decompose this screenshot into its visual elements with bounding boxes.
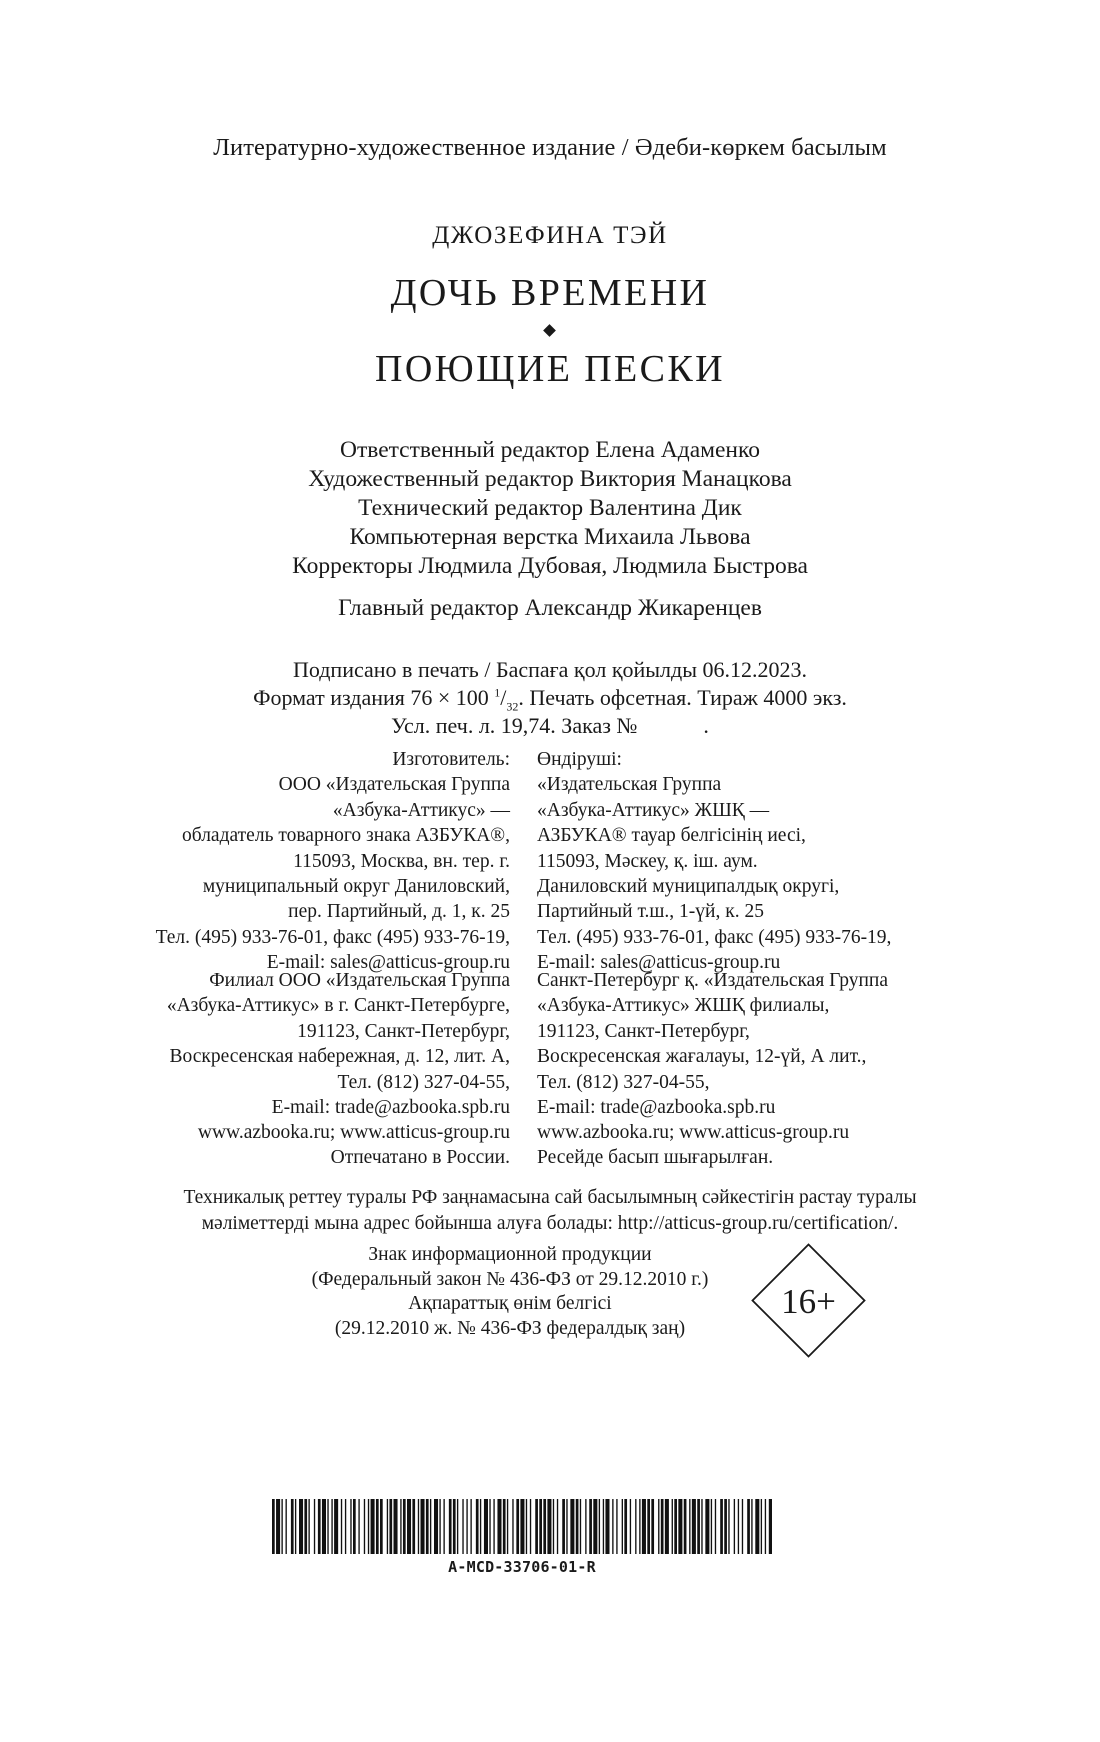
order-prefix: Усл. печ. л. 19,74. Заказ № xyxy=(391,713,638,738)
barcode-bar xyxy=(742,1499,743,1554)
barcode-bar xyxy=(747,1499,750,1554)
barcode-bar xyxy=(674,1499,677,1554)
format-fraction: $^1/_{32}$ xyxy=(494,685,519,714)
barcode-bar xyxy=(603,1499,604,1554)
barcode-bar xyxy=(751,1499,752,1554)
barcode-bar xyxy=(299,1499,303,1554)
barcode-bar xyxy=(570,1499,574,1554)
barcode-bar xyxy=(761,1499,762,1554)
branch-ru xyxy=(167,968,510,1120)
manufacturer-kz-line: Даниловский муниципалдық округі, xyxy=(537,876,840,898)
barcode-bar xyxy=(493,1499,494,1554)
manufacturer-kz xyxy=(537,747,891,976)
barcode-bar xyxy=(684,1499,687,1554)
web-kz-line: Ресейде басып шығарылған. xyxy=(537,1147,774,1169)
manufacturer-kz-line: E-mail: sales@atticus-group.ru xyxy=(537,952,781,974)
manufacturer-kz-line: «Издательская Группа xyxy=(537,774,722,796)
barcode-bar xyxy=(308,1499,309,1554)
manufacturer-kz-line: 115093, Мәскеу, қ. іш. аум. xyxy=(537,850,758,872)
barcode-bar xyxy=(430,1499,431,1554)
barcode-bar xyxy=(557,1499,558,1554)
barcode-bar xyxy=(353,1499,356,1554)
barcode-bar xyxy=(755,1499,759,1554)
barcode-bar xyxy=(281,1499,282,1554)
barcode-bar xyxy=(576,1499,579,1554)
barcode-icon xyxy=(272,1499,772,1554)
manufacturer-ru-line: «Азбука-Аттикус» — xyxy=(332,799,510,821)
barcode-bar xyxy=(394,1499,398,1554)
tech-regulation-note xyxy=(0,1185,1100,1236)
barcode-bar xyxy=(400,1499,401,1554)
barcode-bar xyxy=(476,1499,479,1554)
tech-regulation-line: мәліметтерді мына адрес бойынша алуға болады: http://atticus-group.ru/certification/. xyxy=(201,1212,899,1234)
barcode-bar xyxy=(728,1499,729,1554)
barcode-bar xyxy=(566,1499,567,1554)
barcode-bar xyxy=(630,1499,631,1554)
barcode-bar xyxy=(765,1499,766,1554)
barcode-bar xyxy=(530,1499,531,1554)
chief-editor: Главный редактор Александр Жикаренцев xyxy=(338,595,762,621)
barcode-bar xyxy=(331,1499,332,1554)
barcode-bar xyxy=(418,1499,419,1554)
credit-line: Ответственный редактор Елена Адаменко xyxy=(340,437,760,463)
barcode-bar xyxy=(585,1499,586,1554)
barcode-bar xyxy=(497,1499,501,1554)
barcode-bar xyxy=(624,1499,627,1554)
web-kz xyxy=(537,1120,849,1171)
barcode-bar xyxy=(412,1499,415,1554)
barcode-bar xyxy=(389,1499,392,1554)
barcode-bar xyxy=(738,1499,739,1554)
barcode-bar xyxy=(322,1499,326,1554)
barcode-bar xyxy=(341,1499,342,1554)
barcode-bar xyxy=(689,1499,690,1554)
branch-kz-line: Тел. (812) 327-04-55, xyxy=(537,1071,710,1093)
format-line xyxy=(0,684,1100,712)
tech-regulation-line: Техникалық реттеу туралы РФ заңнамасына сай басылымның сәйкестігін растау туралы xyxy=(183,1187,917,1208)
barcode-bar xyxy=(286,1499,287,1554)
age-rating-badge xyxy=(751,1243,866,1358)
info-product-sign xyxy=(260,1243,760,1341)
manufacturer-ru-line: ООО «Издательская Группа xyxy=(278,774,510,796)
barcode-bar xyxy=(327,1499,328,1554)
barcode-bar xyxy=(443,1499,444,1554)
barcode-bar xyxy=(470,1499,471,1554)
credit-line: Корректоры Людмила Дубовая, Людмила Быстрова xyxy=(292,553,808,579)
manufacturer-kz-line: «Азбука-Аттикус» ЖШҚ — xyxy=(537,799,770,821)
manufacturer-ru-line: Изготовитель: xyxy=(392,749,510,770)
barcode-bar xyxy=(661,1499,664,1554)
format-prefix: Формат издания 76 × 100 xyxy=(253,685,495,710)
manufacturer-ru-line: 115093, Москва, вн. тер. г. xyxy=(293,850,510,872)
format-numerator: 1 xyxy=(494,685,501,700)
barcode-bar xyxy=(734,1499,735,1554)
barcode-bar xyxy=(520,1499,524,1554)
barcode-bar xyxy=(484,1499,488,1554)
barcode-bar xyxy=(507,1499,508,1554)
manufacturer-kz-line: АЗБУКА® тауар белгісінің иесі, xyxy=(537,825,806,847)
barcode-bar xyxy=(526,1499,527,1554)
manufacturer-kz-line: Партийный т.ш., 1-үй, к. 25 xyxy=(537,901,764,923)
branch-kz-line: Санкт-Петербург қ. «Издательская Группа xyxy=(537,970,888,991)
manufacturer-kz-line: Өндіруші: xyxy=(537,749,622,770)
series-line: Литературно-художественное издание / Әдеби-көркем басылым xyxy=(213,134,887,161)
branch-ru-line: «Азбука-Аттикус» в г. Санкт-Петербурге, xyxy=(166,995,510,1017)
web-ru-line: Отпечатано в России. xyxy=(330,1147,510,1169)
branch-ru-line: E-mail: trade@azbooka.spb.ru xyxy=(271,1097,510,1119)
barcode-bar xyxy=(697,1499,700,1554)
editorial-credits xyxy=(0,436,1100,581)
barcode-bar xyxy=(272,1499,275,1554)
web-ru-line: www.azbooka.ru; www.atticus-group.ru xyxy=(197,1122,510,1143)
branch-kz-line: «Азбука-Аттикус» ЖШҚ филиалы, xyxy=(537,995,830,1017)
barcode-bar xyxy=(635,1499,636,1554)
barcode-bar xyxy=(642,1499,646,1554)
barcode-bar xyxy=(647,1499,650,1554)
barcode xyxy=(272,1499,772,1554)
barcode-bar xyxy=(350,1499,351,1554)
barcode-bar xyxy=(665,1499,669,1554)
barcode-bar xyxy=(701,1499,702,1554)
barcode-bar xyxy=(403,1499,406,1554)
barcode-bar xyxy=(543,1499,546,1554)
manufacturer-ru xyxy=(156,747,510,976)
barcode-bar xyxy=(605,1499,609,1554)
order-suffix: . xyxy=(703,713,709,738)
barcode-bar xyxy=(599,1499,600,1554)
signed-to-print: Подписано в печать / Баспаға қол қойылды 06.12.2023. xyxy=(292,657,808,682)
barcode-bar xyxy=(407,1499,411,1554)
credit-line: Технический редактор Валентина Дик xyxy=(358,495,742,521)
barcode-bar xyxy=(503,1499,506,1554)
barcode-bar xyxy=(720,1499,723,1554)
barcode-bar xyxy=(334,1499,338,1554)
barcode-bar xyxy=(622,1499,623,1554)
barcode-bar xyxy=(705,1499,709,1554)
barcode-bar xyxy=(678,1499,682,1554)
web-kz-line: www.azbooka.ru; www.atticus-group.ru xyxy=(537,1122,850,1143)
barcode-bar xyxy=(672,1499,673,1554)
barcode-bar xyxy=(449,1499,452,1554)
barcode-bar xyxy=(376,1499,379,1554)
barcode-bar xyxy=(358,1499,359,1554)
diamond-frame-icon xyxy=(751,1243,866,1358)
barcode-bar xyxy=(318,1499,321,1554)
barcode-bar xyxy=(434,1499,438,1554)
barcode-bar xyxy=(593,1499,597,1554)
barcode-bar xyxy=(580,1499,581,1554)
barcode-bar xyxy=(651,1499,654,1554)
barcode-bar xyxy=(439,1499,440,1554)
manufacturer-ru-line: E-mail: sales@atticus-group.ru xyxy=(266,952,510,974)
barcode-bar xyxy=(304,1499,307,1554)
barcode-bar xyxy=(426,1499,429,1554)
barcode-bar xyxy=(457,1499,458,1554)
branch-kz xyxy=(537,968,888,1120)
barcode-bar xyxy=(345,1499,346,1554)
barcode-bar xyxy=(539,1499,542,1554)
book-title-1: ДОЧЬ ВРЕМЕНИ xyxy=(390,272,710,314)
author-name: ДЖОЗЕФИНА ТЭЙ xyxy=(432,222,668,249)
barcode-bar xyxy=(715,1499,716,1554)
info-sign-line: (Федеральный закон № 436-ФЗ от 29.12.2010 г.) xyxy=(311,1268,709,1290)
barcode-bar xyxy=(387,1499,388,1554)
barcode-bar xyxy=(553,1499,554,1554)
barcode-bar xyxy=(616,1499,617,1554)
barcode-bar xyxy=(516,1499,519,1554)
barcode-bar xyxy=(612,1499,613,1554)
format-suffix: . Печать офсетная. Тираж 4000 экз. xyxy=(518,685,847,710)
barcode-bar xyxy=(658,1499,659,1554)
barcode-bar xyxy=(769,1499,772,1554)
info-sign-line: Знак информационной продукции xyxy=(368,1244,652,1265)
branch-kz-line: Воскресенская жағалауы, 12-үй, А лит., xyxy=(537,1046,867,1068)
barcode-bar xyxy=(380,1499,383,1554)
age-rating-text: 16+ xyxy=(781,1282,836,1321)
web-ru xyxy=(198,1120,510,1171)
barcode-bar xyxy=(462,1499,463,1554)
branch-ru-line: 191123, Санкт-Петербург, xyxy=(297,1020,510,1042)
book-title-2: ПОЮЩИЕ ПЕСКИ xyxy=(374,348,726,390)
branch-kz-line: 191123, Санкт-Петербург, xyxy=(537,1020,750,1042)
branch-kz-line: E-mail: trade@azbooka.spb.ru xyxy=(537,1097,776,1119)
manufacturer-ru-line: муниципальный округ Даниловский, xyxy=(202,876,510,898)
barcode-bar xyxy=(276,1499,280,1554)
format-denominator: 32 xyxy=(506,699,519,714)
barcode-bar xyxy=(547,1499,551,1554)
barcode-bar xyxy=(421,1499,425,1554)
branch-ru-line: Филиал ООО «Издательская Группа xyxy=(209,970,510,991)
barcode-bar xyxy=(711,1499,712,1554)
credit-line: Компьютерная верстка Михаила Львова xyxy=(349,524,751,550)
barcode-bar xyxy=(692,1499,696,1554)
barcode-bar xyxy=(314,1499,315,1554)
barcode-bar xyxy=(562,1499,565,1554)
barcode-bar xyxy=(489,1499,490,1554)
credit-line: Художественный редактор Виктория Манацкова xyxy=(308,466,792,492)
print-details xyxy=(0,656,1100,740)
diamond-separator-icon xyxy=(543,324,556,337)
barcode-bar xyxy=(453,1499,456,1554)
barcode-bar xyxy=(639,1499,640,1554)
manufacturer-ru-line: пер. Партийный, д. 1, к. 25 xyxy=(288,901,510,923)
manufacturer-ru-line: Тел. (495) 933-76-01, факс (495) 933-76-19, xyxy=(155,926,510,948)
barcode-bar xyxy=(295,1499,296,1554)
info-sign-line: Ақпараттық өнім белгісі xyxy=(408,1293,612,1314)
manufacturer-kz-line: Тел. (495) 933-76-01, факс (495) 933-76-19, xyxy=(537,926,892,948)
manufacturer-ru-line: обладатель товарного знака АЗБУКА®, xyxy=(182,825,510,847)
barcode-bar xyxy=(466,1499,467,1554)
barcode-bar xyxy=(364,1499,365,1554)
branch-ru-line: Тел. (812) 327-04-55, xyxy=(337,1071,510,1093)
branch-ru-line: Воскресенская набережная, д. 12, лит. А, xyxy=(169,1046,510,1068)
barcode-bar xyxy=(480,1499,481,1554)
barcode-bar xyxy=(724,1499,727,1554)
barcode-bar xyxy=(512,1499,513,1554)
info-sign-line: (29.12.2010 ж. № 436-ФЗ федералдық заң) xyxy=(334,1317,686,1339)
barcode-bar xyxy=(589,1499,592,1554)
barcode-code: A-MCD-33706-01-R xyxy=(448,1558,596,1576)
barcode-bar xyxy=(291,1499,294,1554)
barcode-bar xyxy=(535,1499,538,1554)
barcode-bar xyxy=(368,1499,369,1554)
order-line xyxy=(0,712,1100,740)
barcode-bar xyxy=(371,1499,375,1554)
